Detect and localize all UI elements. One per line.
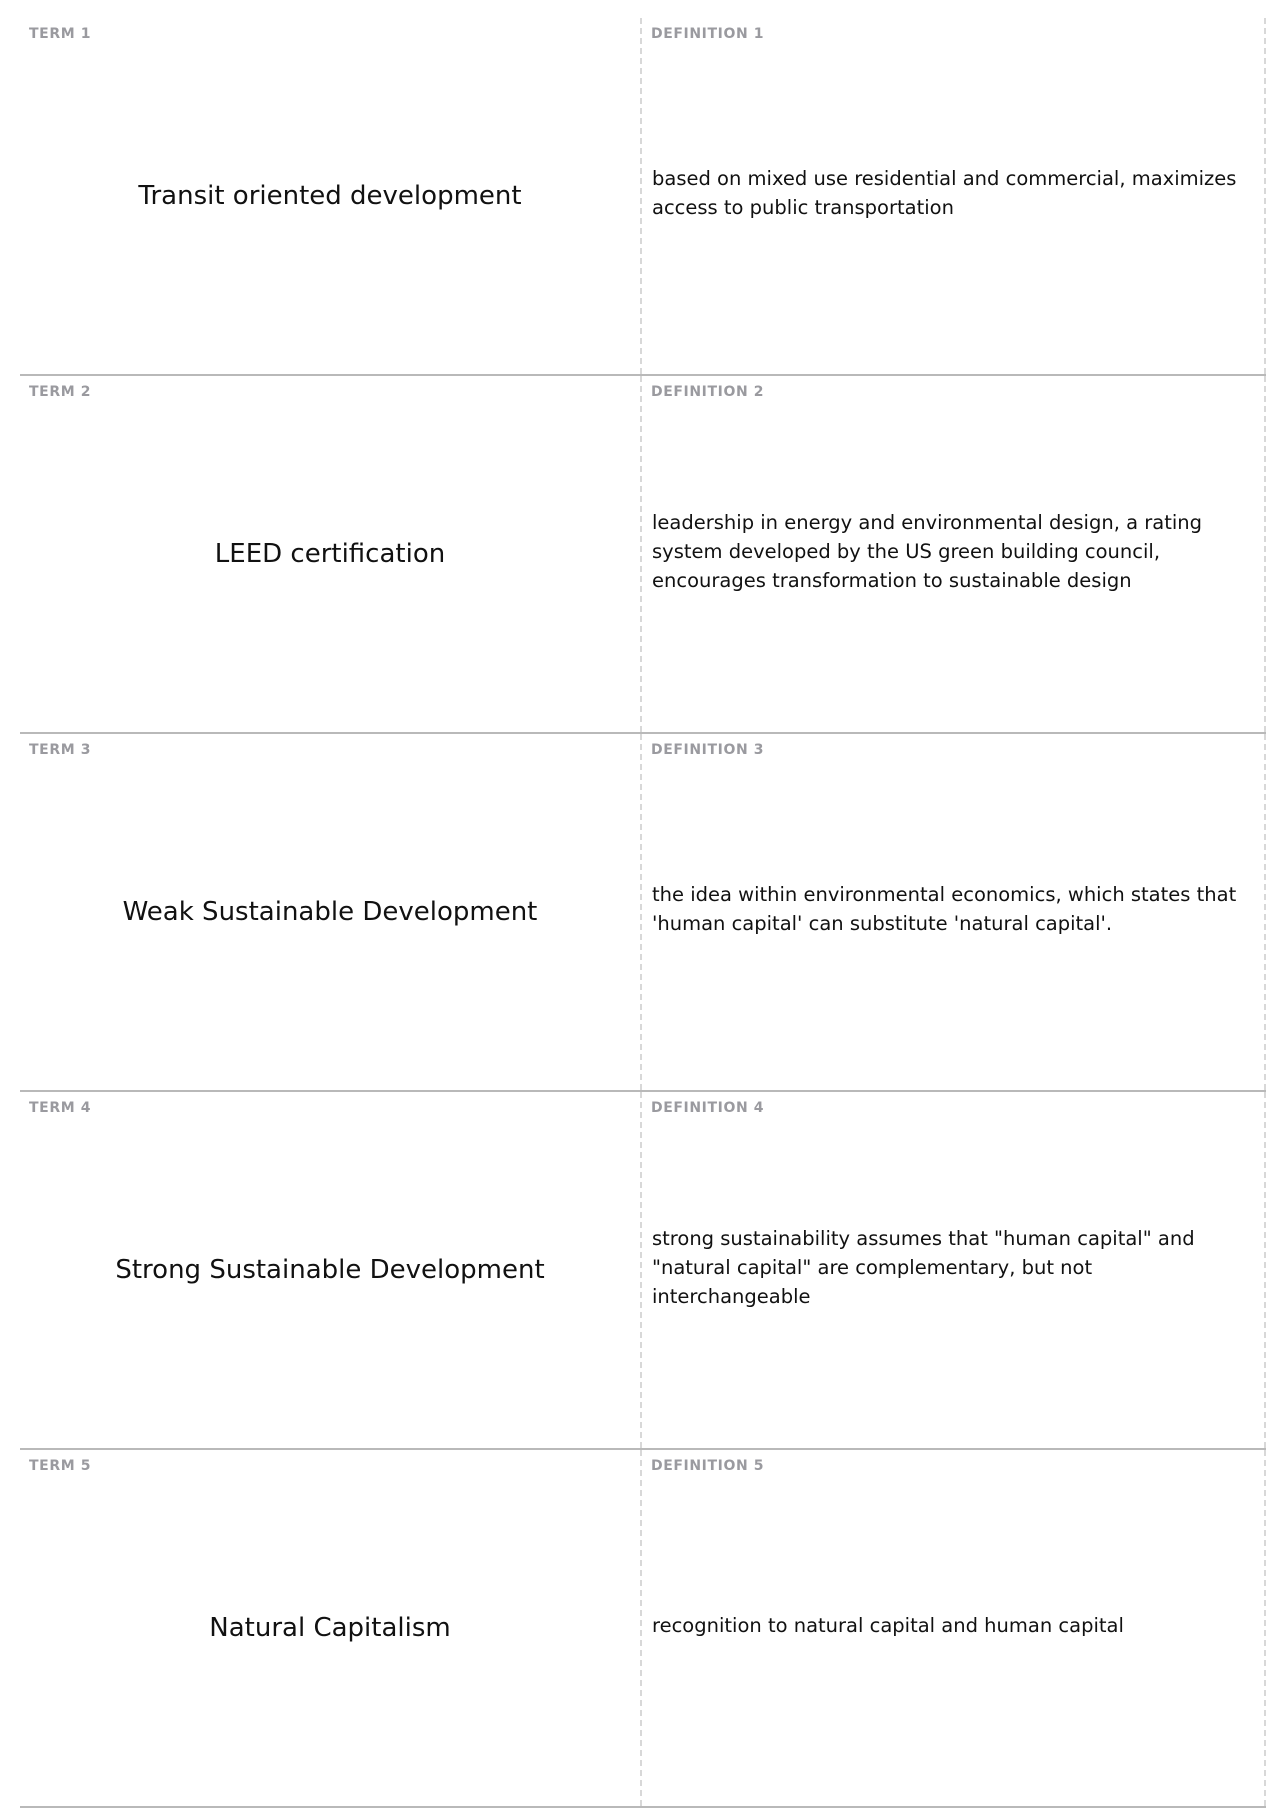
- definition-cell: [642, 376, 1266, 732]
- definition-text: recognition to natural capital and human capital: [652, 1613, 1124, 1637]
- term-label: TERM 4: [29, 1100, 92, 1116]
- flashcard-sheet: [20, 18, 1266, 1808]
- definition-cell: [642, 1092, 1266, 1448]
- term-label: TERM 5: [29, 1458, 92, 1474]
- definition-text: leadership in energy and environmental design, a rating system developed by the US green building council, encourages transformation to sustainable design: [652, 510, 1203, 592]
- term-cell: [20, 734, 642, 1090]
- term-cell: [20, 376, 642, 732]
- term-text: Natural Capitalism: [209, 1613, 451, 1643]
- definition-label: DEFINITION 4: [651, 1100, 765, 1116]
- term-label: TERM 2: [29, 384, 92, 400]
- term-label: TERM 3: [29, 742, 92, 758]
- definition-cell: [642, 734, 1266, 1090]
- definition-cell: [642, 1450, 1266, 1806]
- term-label: TERM 1: [29, 26, 92, 42]
- flashcard-row: [20, 1092, 1266, 1450]
- term-text: Weak Sustainable Development: [122, 897, 538, 927]
- definition-label: DEFINITION 5: [651, 1458, 765, 1474]
- flashcard-row: [20, 734, 1266, 1092]
- flashcard-row: [20, 18, 1266, 376]
- definition-label: DEFINITION 2: [651, 384, 765, 400]
- flashcard-row: [20, 376, 1266, 734]
- definition-cell: [642, 18, 1266, 374]
- term-cell: [20, 1450, 642, 1806]
- definition-text: the idea within environmental economics, which states that 'human capital' can substitute 'natural capital'.: [652, 883, 1237, 935]
- term-text: Strong Sustainable Development: [115, 1255, 545, 1285]
- term-cell: [20, 18, 642, 374]
- definition-text: strong sustainability assumes that "human capital" and "natural capital" are complementary, but not interchangeable: [652, 1226, 1195, 1308]
- term-cell: [20, 1092, 642, 1448]
- definition-label: DEFINITION 3: [651, 742, 765, 758]
- definition-label: DEFINITION 1: [651, 26, 765, 42]
- definition-text: based on mixed use residential and commercial, maximizes access to public transportation: [652, 167, 1237, 219]
- term-text: Transit oriented development: [138, 181, 522, 211]
- term-text: LEED certification: [214, 539, 446, 569]
- flashcard-row: [20, 1450, 1266, 1808]
